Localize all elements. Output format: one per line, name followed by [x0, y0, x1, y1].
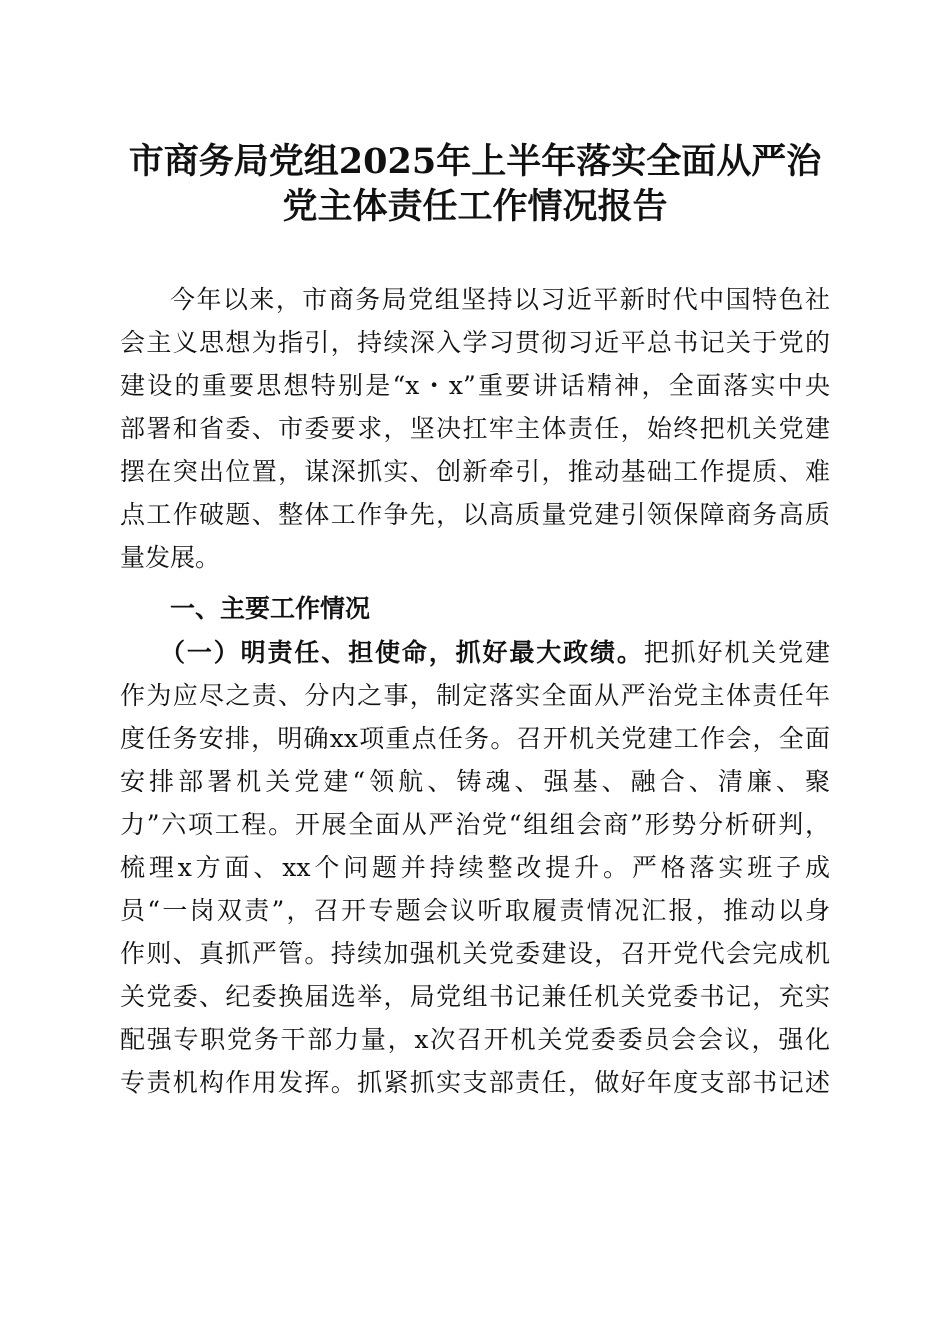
subsection-first-line-rest: 把抓好机关党建	[643, 638, 830, 667]
subsection-paragraph-line: 作为应尽之责、分内之事，制定落实全面从严治党主体责任年	[120, 681, 830, 710]
subsection-lead: （一）明责任、担使命，抓好最大政绩。	[160, 638, 644, 667]
intro-paragraph-line: 摆在突出位置，谋深抓实、创新牵引，推动基础工作提质、难	[120, 457, 830, 486]
subsection-paragraph-line: 度任务安排，明确xx项重点任务。召开机关党建工作会，全面	[120, 724, 830, 753]
document-title-line-1: 市商务局党组2025年上半年落实全面从严治	[128, 141, 822, 182]
subsection-paragraph-line: 力”六项工程。开展全面从严治党“组组会商”形势分析研判，	[120, 810, 830, 839]
intro-paragraph-line: 点工作破题、整体工作争先，以高质量党建引领保障商务高质	[120, 500, 830, 529]
intro-paragraph-line: 会主义思想为指引，持续深入学习贯彻习近平总书记关于党的	[120, 328, 830, 357]
intro-paragraph-line: 部署和省委、市委要求，坚决扛牢主体责任，始终把机关党建	[120, 414, 830, 443]
subsection-paragraph-line: 员“一岗双责”，召开专题会议听取履责情况汇报，推动以身	[120, 896, 830, 925]
document-title-line-2: 党主体责任工作情况报告	[282, 186, 668, 227]
subsection-paragraph-line: 配强专职党务干部力量，x次召开机关党委委员会会议，强化	[120, 1025, 830, 1054]
intro-paragraph-line: 量发展。	[120, 543, 221, 572]
intro-paragraph-line: 建设的重要思想特别是“x・x”重要讲话精神，全面落实中央	[120, 371, 830, 400]
section-heading: 一、主要工作情况	[170, 594, 371, 623]
subsection-first-line	[160, 636, 830, 670]
intro-paragraph-line: 今年以来，市商务局党组坚持以习近平新时代中国特色社	[170, 285, 830, 314]
subsection-paragraph-line: 梳理x方面、xx个问题并持续整改提升。严格落实班子成	[120, 853, 830, 882]
subsection-paragraph-line: 关党委、纪委换届选举，局党组书记兼任机关党委书记，充实	[120, 982, 830, 1011]
subsection-paragraph-line: 专责机构作用发挥。抓紧抓实支部责任，做好年度支部书记述	[120, 1068, 830, 1097]
subsection-paragraph-line: 安排部署机关党建“领航、铸魂、强基、融合、清廉、聚	[120, 767, 830, 796]
subsection-paragraph-line: 作则、真抓严管。持续加强机关党委建设，召开党代会完成机	[120, 939, 830, 968]
